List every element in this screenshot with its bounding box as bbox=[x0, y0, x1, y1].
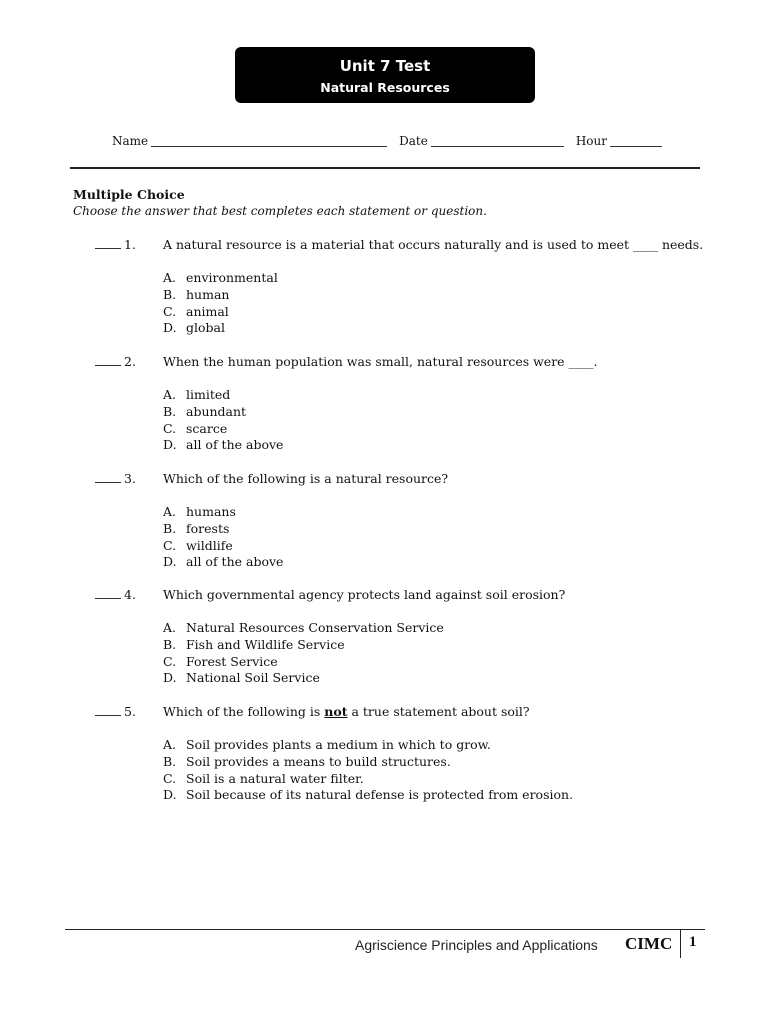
question-text: Which of the following is not a true statement about soil? bbox=[163, 704, 530, 719]
answer-options bbox=[163, 270, 278, 337]
option-b: B. forests bbox=[163, 520, 230, 536]
date-label: Date bbox=[399, 134, 428, 148]
footer-course-title: Agriscience Principles and Applications bbox=[355, 937, 598, 953]
option-a: A. Natural Resources Conservation Service bbox=[163, 620, 444, 635]
answer-blank[interactable] bbox=[95, 354, 121, 366]
option-b: B. abundant bbox=[163, 403, 247, 419]
hour-field[interactable] bbox=[610, 134, 662, 147]
question-text: Which governmental agency protects land against soil erosion? bbox=[163, 587, 566, 602]
test-title: Unit 7 Test bbox=[339, 57, 431, 75]
question-number: 2. bbox=[95, 354, 136, 369]
name-label: Name bbox=[112, 134, 149, 148]
answer-options bbox=[163, 620, 444, 687]
question-number: 1. bbox=[95, 237, 136, 252]
name-field[interactable] bbox=[151, 134, 387, 147]
option-d: D. global bbox=[163, 320, 225, 336]
answer-blank[interactable] bbox=[95, 587, 121, 599]
option-c: C. Soil is a natural water filter. bbox=[163, 770, 364, 786]
footer-separator bbox=[680, 930, 681, 958]
option-c: C. Forest Service bbox=[163, 653, 278, 669]
option-a: A. Soil provides plants a medium in which to grow. bbox=[163, 737, 491, 752]
answer-blank[interactable] bbox=[95, 704, 121, 716]
test-subtitle: Natural Resources bbox=[320, 80, 450, 95]
section-instructions: Choose the answer that best completes each statement or question. bbox=[73, 204, 487, 218]
page-number: 1 bbox=[689, 934, 697, 950]
footer-divider bbox=[65, 929, 705, 930]
option-d: D. National Soil Service bbox=[163, 670, 320, 686]
option-b: B. Fish and Wildlife Service bbox=[163, 636, 345, 652]
option-c: C. animal bbox=[163, 303, 229, 319]
header-divider bbox=[70, 167, 700, 169]
emphasis-not: not bbox=[324, 704, 348, 719]
question-text: Which of the following is a natural resource? bbox=[163, 471, 449, 486]
question-number: 4. bbox=[95, 587, 136, 602]
option-d: D. all of the above bbox=[163, 554, 284, 570]
option-d: D. all of the above bbox=[163, 437, 284, 453]
hour-label: Hour bbox=[575, 134, 607, 148]
option-d: D. Soil because of its natural defense is protected from erosion. bbox=[163, 787, 574, 803]
option-b: B. human bbox=[163, 286, 230, 302]
option-a: A. humans bbox=[163, 504, 236, 519]
option-a: A. environmental bbox=[163, 270, 278, 285]
section-heading: Multiple Choice bbox=[73, 187, 185, 202]
option-c: C. wildlife bbox=[163, 537, 233, 553]
footer-brand-logo: CIMC bbox=[625, 934, 673, 953]
question-number: 5. bbox=[95, 704, 136, 719]
answer-blank[interactable] bbox=[95, 237, 121, 249]
question-text: A natural resource is a material that occurs naturally and is used to meet ____ needs. bbox=[163, 237, 704, 252]
date-field[interactable] bbox=[431, 134, 564, 147]
option-a: A. limited bbox=[163, 387, 231, 402]
answer-blank[interactable] bbox=[95, 471, 121, 483]
answer-options bbox=[163, 504, 283, 571]
test-title-banner bbox=[235, 47, 535, 103]
answer-options bbox=[163, 387, 283, 454]
question-number: 3. bbox=[95, 471, 136, 486]
student-info-line bbox=[112, 134, 662, 148]
option-b: B. Soil provides a means to build structures. bbox=[163, 753, 451, 769]
answer-options bbox=[163, 737, 573, 804]
option-c: C. scarce bbox=[163, 420, 228, 436]
question-text: When the human population was small, natural resources were ____. bbox=[163, 354, 598, 369]
